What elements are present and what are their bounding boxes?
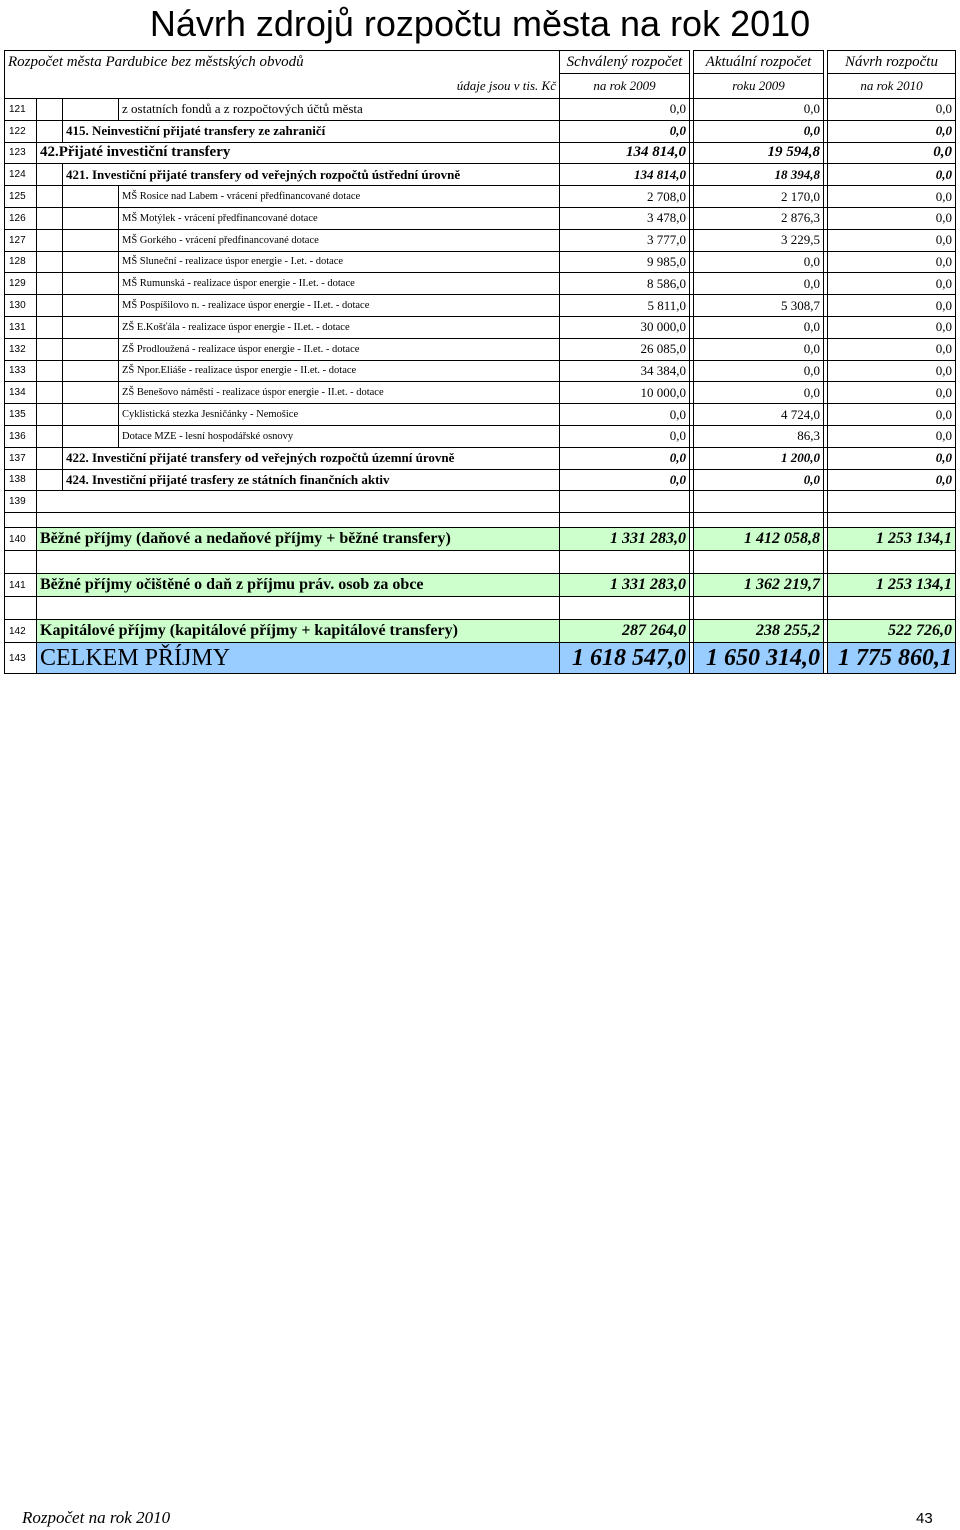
row-label: MŠ Gorkého - vrácení předfinancované dotace (119, 229, 560, 251)
row-label: Dotace MZE - lesní hospodářské osnovy (119, 425, 560, 447)
value-cell: 3 478,0 (560, 207, 690, 229)
row-label: ZŠ Prodloužená - realizace úspor energie - II.et. - dotace (119, 338, 560, 360)
row-number: 125 (5, 186, 37, 208)
value-cell: 0,0 (828, 469, 956, 491)
value-cell: 0,0 (828, 273, 956, 295)
value-cell: 0,0 (694, 469, 824, 491)
row-label: MŠ Rumunská - realizace úspor energie - II.et. - dotace (119, 273, 560, 295)
summary-row (5, 574, 956, 597)
row-number: 126 (5, 207, 37, 229)
row-number: 143 (5, 643, 37, 674)
indent-cell (37, 360, 63, 382)
value-cell: 0,0 (828, 316, 956, 338)
value-cell: 0,0 (560, 425, 690, 447)
col3-header-line2: na rok 2010 (828, 74, 956, 99)
summary-label: Běžné příjmy očištěné o daň z příjmu práv. osob za obce (37, 574, 560, 597)
value-cell: 2 708,0 (560, 186, 690, 208)
table-row (5, 251, 956, 273)
value-cell: 0,0 (828, 360, 956, 382)
indent-cell (37, 207, 63, 229)
row-label: MŠ Rosice nad Labem - vrácení předfinancované dotace (119, 186, 560, 208)
row-number: 141 (5, 574, 37, 597)
indent-cell (37, 164, 63, 186)
value-cell: 0,0 (694, 273, 824, 295)
value-cell: 0,0 (828, 120, 956, 142)
value-cell: 18 394,8 (694, 164, 824, 186)
summary-value: 1 253 134,1 (828, 528, 956, 551)
spacer-cell (37, 513, 560, 528)
header-row-1 (5, 51, 956, 74)
indent-cell (37, 316, 63, 338)
row-number: 138 (5, 469, 37, 491)
table-row (5, 229, 956, 251)
indent-cell (63, 404, 119, 426)
summary-row (5, 620, 956, 643)
indent-cell (37, 469, 63, 491)
spacer-cell (828, 597, 956, 620)
indent-cell (63, 360, 119, 382)
row-number: 140 (5, 528, 37, 551)
value-cell: 0,0 (828, 207, 956, 229)
value-cell: 0,0 (828, 251, 956, 273)
row-label (37, 491, 560, 513)
row-number: 136 (5, 425, 37, 447)
spacer-row (5, 597, 956, 620)
summary-row (5, 643, 956, 674)
value-cell: 0,0 (828, 295, 956, 317)
table-row (5, 316, 956, 338)
summary-value: 1 253 134,1 (828, 574, 956, 597)
value-cell: 26 085,0 (560, 338, 690, 360)
summary-value: 1 412 058,8 (694, 528, 824, 551)
row-number: 133 (5, 360, 37, 382)
value-cell: 3 229,5 (694, 229, 824, 251)
value-cell (694, 491, 824, 513)
spacer-cell (5, 551, 37, 574)
table-row (5, 207, 956, 229)
value-cell: 5 308,7 (694, 295, 824, 317)
spacer-cell (694, 551, 824, 574)
row-number: 128 (5, 251, 37, 273)
value-cell: 0,0 (560, 469, 690, 491)
row-number: 131 (5, 316, 37, 338)
summary-value: 1 775 860,1 (828, 643, 956, 674)
spacer-row (5, 551, 956, 574)
summary-row (5, 528, 956, 551)
spacer-cell (694, 513, 824, 528)
summary-value: 238 255,2 (694, 620, 824, 643)
table-row (5, 120, 956, 142)
value-cell: 30 000,0 (560, 316, 690, 338)
indent-cell (63, 99, 119, 121)
summary-value: 1 618 547,0 (560, 643, 690, 674)
header-row-2 (5, 74, 956, 99)
row-number: 123 (5, 142, 37, 164)
row-label: 424. Investiční přijaté trasfery ze státních finančních aktiv (63, 469, 560, 491)
spacer-cell (560, 513, 690, 528)
value-cell: 0,0 (694, 251, 824, 273)
spacer-cell (5, 513, 37, 528)
row-number: 129 (5, 273, 37, 295)
spacer-cell (828, 513, 956, 528)
value-cell: 34 384,0 (560, 360, 690, 382)
indent-cell (63, 186, 119, 208)
value-cell (560, 491, 690, 513)
table-row (5, 295, 956, 317)
indent-cell (63, 338, 119, 360)
row-number: 130 (5, 295, 37, 317)
value-cell: 0,0 (694, 316, 824, 338)
page-title: Návrh zdrojů rozpočtu města na rok 2010 (149, 3, 811, 44)
table-row (5, 491, 956, 513)
summary-value: 287 264,0 (560, 620, 690, 643)
table-row (5, 164, 956, 186)
indent-cell (37, 425, 63, 447)
indent-cell (63, 425, 119, 447)
value-cell: 134 814,0 (560, 164, 690, 186)
value-cell: 86,3 (694, 425, 824, 447)
value-cell: 0,0 (560, 120, 690, 142)
indent-cell (63, 207, 119, 229)
table-row (5, 338, 956, 360)
row-number: 132 (5, 338, 37, 360)
table-subtitle: Rozpočet města Pardubice bez městských obvodů (5, 51, 560, 74)
col2-header-line2: roku 2009 (694, 74, 824, 99)
indent-cell (63, 295, 119, 317)
summary-label: Běžné příjmy (daňové a nedaňové příjmy + běžné transfery) (37, 528, 560, 551)
indent-cell (37, 447, 63, 469)
table-row (5, 273, 956, 295)
row-label: MŠ Sluneční - realizace úspor energie - I.et. - dotace (119, 251, 560, 273)
indent-cell (63, 229, 119, 251)
value-cell: 8 586,0 (560, 273, 690, 295)
value-cell: 0,0 (828, 164, 956, 186)
indent-cell (37, 229, 63, 251)
value-cell: 0,0 (828, 142, 956, 164)
summary-value: 1 650 314,0 (694, 643, 824, 674)
col2-header-line1: Aktuální rozpočet (694, 51, 824, 74)
value-cell: 0,0 (828, 382, 956, 404)
row-label: 415. Neinvestiční přijaté transfery ze zahraničí (63, 120, 560, 142)
indent-cell (37, 404, 63, 426)
table-row (5, 404, 956, 426)
value-cell: 0,0 (828, 404, 956, 426)
row-label: ZŠ Benešovo náměstí - realizace úspor energie - II.et. - dotace (119, 382, 560, 404)
summary-value: 522 726,0 (828, 620, 956, 643)
value-cell: 0,0 (694, 99, 824, 121)
spacer-cell (560, 551, 690, 574)
table-row (5, 469, 956, 491)
indent-cell (37, 251, 63, 273)
row-number: 135 (5, 404, 37, 426)
spacer-cell (694, 597, 824, 620)
units-note: údaje jsou v tis. Kč (5, 74, 560, 99)
value-cell: 2 170,0 (694, 186, 824, 208)
value-cell: 0,0 (560, 404, 690, 426)
value-cell: 0,0 (828, 229, 956, 251)
value-cell: 0,0 (694, 120, 824, 142)
table-row (5, 382, 956, 404)
row-number: 137 (5, 447, 37, 469)
value-cell: 0,0 (560, 447, 690, 469)
indent-cell (37, 295, 63, 317)
value-cell: 0,0 (694, 360, 824, 382)
col1-header-line2: na rok 2009 (560, 74, 690, 99)
row-number: 127 (5, 229, 37, 251)
value-cell: 0,0 (694, 338, 824, 360)
value-cell: 19 594,8 (694, 142, 824, 164)
indent-cell (37, 186, 63, 208)
spacer-cell (560, 597, 690, 620)
indent-cell (37, 382, 63, 404)
table-row (5, 142, 956, 164)
row-number: 139 (5, 491, 37, 513)
value-cell: 5 811,0 (560, 295, 690, 317)
col3-header-line1: Návrh rozpočtu (828, 51, 956, 74)
indent-cell (37, 120, 63, 142)
indent-cell (37, 99, 63, 121)
row-number: 121 (5, 99, 37, 121)
row-number: 122 (5, 120, 37, 142)
value-cell: 134 814,0 (560, 142, 690, 164)
indent-cell (63, 316, 119, 338)
value-cell: 9 985,0 (560, 251, 690, 273)
page-number: 43 (916, 1510, 933, 1527)
indent-cell (63, 251, 119, 273)
row-label: MŠ Motýlek - vrácení předfinancované dotace (119, 207, 560, 229)
value-cell: 3 777,0 (560, 229, 690, 251)
summary-label: Kapitálové příjmy (kapitálové příjmy + kapitálové transfery) (37, 620, 560, 643)
summary-value: 1 331 283,0 (560, 574, 690, 597)
spacer-cell (37, 597, 560, 620)
table-row (5, 186, 956, 208)
row-label: 42.Přijaté investiční transfery (37, 142, 560, 164)
table-row (5, 99, 956, 121)
summary-value: 1 362 219,7 (694, 574, 824, 597)
value-cell: 0,0 (828, 186, 956, 208)
table-row (5, 447, 956, 469)
row-label: ZŠ Npor.Eliáše - realizace úspor energie - II.et. - dotace (119, 360, 560, 382)
summary-label: CELKEM PŘÍJMY (37, 643, 560, 674)
value-cell: 1 200,0 (694, 447, 824, 469)
spacer-cell (828, 551, 956, 574)
indent-cell (37, 338, 63, 360)
value-cell: 0,0 (828, 425, 956, 447)
value-cell: 0,0 (828, 338, 956, 360)
indent-cell (63, 382, 119, 404)
row-label: 421. Investiční přijaté transfery od veřejných rozpočtů ústřední úrovně (63, 164, 560, 186)
row-label: ZŠ E.Košťála - realizace úspor energie - II.et. - dotace (119, 316, 560, 338)
row-label: MŠ Pospíšilovo n. - realizace úspor energie - II.et. - dotace (119, 295, 560, 317)
spacer-cell (5, 597, 37, 620)
value-cell: 4 724,0 (694, 404, 824, 426)
summary-value: 1 331 283,0 (560, 528, 690, 551)
value-cell: 0,0 (560, 99, 690, 121)
spacer-cell (37, 551, 560, 574)
indent-cell (37, 273, 63, 295)
value-cell: 0,0 (828, 447, 956, 469)
footer-title: Rozpočet na rok 2010 (22, 1508, 171, 1527)
row-label: 422. Investiční přijaté transfery od veřejných rozpočtů územní úrovně (63, 447, 560, 469)
row-label: z ostatních fondů a z rozpočtových účtů města (119, 99, 560, 121)
value-cell (828, 491, 956, 513)
row-number: 142 (5, 620, 37, 643)
spacer-row (5, 513, 956, 528)
value-cell: 2 876,3 (694, 207, 824, 229)
col1-header-line1: Schválený rozpočet (560, 51, 690, 74)
value-cell: 0,0 (694, 382, 824, 404)
table-row (5, 425, 956, 447)
row-number: 134 (5, 382, 37, 404)
value-cell: 0,0 (828, 99, 956, 121)
row-number: 124 (5, 164, 37, 186)
indent-cell (63, 273, 119, 295)
table-row (5, 360, 956, 382)
budget-table (4, 50, 956, 674)
value-cell: 10 000,0 (560, 382, 690, 404)
row-label: Cyklistická stezka Jesničánky - Nemošice (119, 404, 560, 426)
